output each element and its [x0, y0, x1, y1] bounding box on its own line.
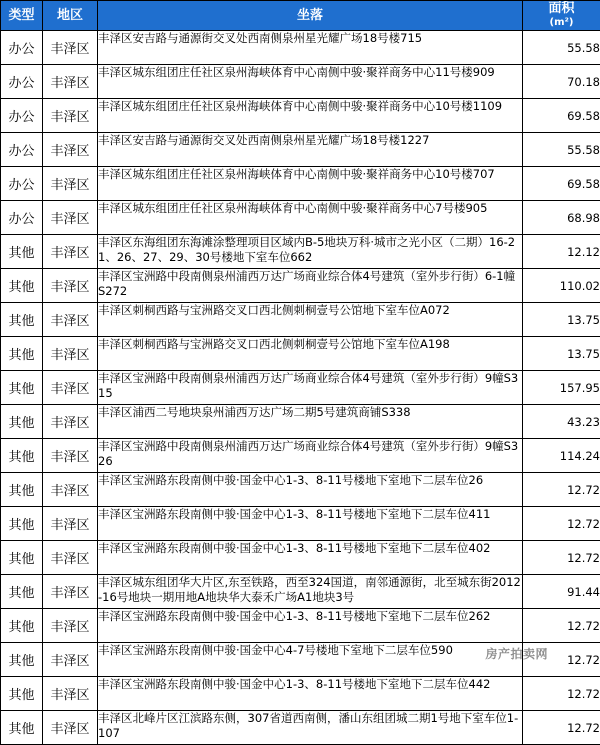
table-row — [1, 99, 600, 133]
region-cell: 丰泽区 — [43, 269, 98, 303]
type-cell: 其他 — [1, 405, 43, 439]
area-cell: 55.58 — [523, 133, 600, 167]
type-cell: 其他 — [1, 473, 43, 507]
location-cell: 丰泽区刺桐西路与宝洲路交叉口西北侧刺桐壹号公馆地下室车位A198 — [98, 337, 523, 371]
area-cell: 12.72 — [523, 643, 600, 677]
table-row — [1, 405, 600, 439]
location-cell: 丰泽区刺桐西路与宝洲路交叉口西北侧刺桐壹号公馆地下室车位A072 — [98, 303, 523, 337]
location-cell: 丰泽区宝洲路东段南侧中骏·国金中心1-3、8-11号楼地下室地下二层车位26 — [98, 473, 523, 507]
header-region: 地区 — [43, 1, 98, 31]
area-cell: 114.24 — [523, 439, 600, 473]
header-location: 坐落 — [98, 1, 523, 31]
type-cell: 其他 — [1, 711, 43, 745]
type-cell: 其他 — [1, 337, 43, 371]
location-cell: 丰泽区城东组团庄任社区泉州海峡体育中心南侧中骏·聚祥商务中心10号楼1109 — [98, 99, 523, 133]
type-cell: 办公 — [1, 99, 43, 133]
location-cell: 丰泽区浦西二号地块泉州浦西万达广场二期5号建筑商铺S338 — [98, 405, 523, 439]
location-cell: 丰泽区宝洲路东段南侧中骏·国金中心4-7号楼地下室地下二层车位590 — [98, 643, 523, 677]
area-cell: 68.98 — [523, 201, 600, 235]
table-row — [1, 575, 600, 609]
location-cell: 丰泽区宝洲路东段南侧中骏·国金中心1-3、8-11号楼地下室地下二层车位411 — [98, 507, 523, 541]
location-cell: 丰泽区宝洲路东段南侧中骏·国金中心1-3、8-11号楼地下室地下二层车位262 — [98, 609, 523, 643]
type-cell: 办公 — [1, 31, 43, 65]
table-body — [1, 31, 600, 745]
table-row — [1, 507, 600, 541]
type-cell: 其他 — [1, 575, 43, 609]
type-cell: 其他 — [1, 371, 43, 405]
type-cell: 办公 — [1, 167, 43, 201]
watermark-text: 房产拍卖网 — [485, 645, 548, 662]
type-cell: 其他 — [1, 269, 43, 303]
location-cell: 丰泽区宝洲路中段南侧泉州浦西万达广场商业综合体4号建筑（室外步行街）9幢S326 — [98, 439, 523, 473]
type-cell: 办公 — [1, 201, 43, 235]
table-row — [1, 371, 600, 405]
type-cell: 其他 — [1, 439, 43, 473]
table-row — [1, 31, 600, 65]
table-row — [1, 609, 600, 643]
table-row — [1, 337, 600, 371]
table-row — [1, 439, 600, 473]
type-cell: 其他 — [1, 677, 43, 711]
table-row — [1, 133, 600, 167]
area-cell: 13.75 — [523, 337, 600, 371]
region-cell: 丰泽区 — [43, 643, 98, 677]
header-area-label: 面积 — [548, 1, 574, 16]
region-cell: 丰泽区 — [43, 711, 98, 745]
header-row — [1, 1, 600, 31]
area-cell: 91.44 — [523, 575, 600, 609]
area-cell: 69.58 — [523, 99, 600, 133]
region-cell: 丰泽区 — [43, 235, 98, 269]
location-cell: 丰泽区宝洲路东段南侧中骏·国金中心1-3、8-11号楼地下室地下二层车位402 — [98, 541, 523, 575]
region-cell: 丰泽区 — [43, 99, 98, 133]
area-cell: 13.75 — [523, 303, 600, 337]
type-cell: 其他 — [1, 507, 43, 541]
region-cell: 丰泽区 — [43, 609, 98, 643]
region-cell: 丰泽区 — [43, 65, 98, 99]
area-cell: 55.58 — [523, 31, 600, 65]
table-row — [1, 269, 600, 303]
region-cell: 丰泽区 — [43, 167, 98, 201]
region-cell: 丰泽区 — [43, 575, 98, 609]
table-row — [1, 303, 600, 337]
region-cell: 丰泽区 — [43, 31, 98, 65]
table-row — [1, 541, 600, 575]
region-cell: 丰泽区 — [43, 201, 98, 235]
type-cell: 其他 — [1, 643, 43, 677]
region-cell: 丰泽区 — [43, 405, 98, 439]
table-row — [1, 235, 600, 269]
region-cell: 丰泽区 — [43, 133, 98, 167]
table-row — [1, 201, 600, 235]
region-cell: 丰泽区 — [43, 371, 98, 405]
region-cell: 丰泽区 — [43, 473, 98, 507]
area-cell: 12.72 — [523, 473, 600, 507]
area-cell: 69.58 — [523, 167, 600, 201]
type-cell: 其他 — [1, 541, 43, 575]
area-cell: 12.72 — [523, 507, 600, 541]
region-cell: 丰泽区 — [43, 337, 98, 371]
type-cell: 办公 — [1, 65, 43, 99]
area-cell: 110.02 — [523, 269, 600, 303]
area-cell: 43.23 — [523, 405, 600, 439]
location-cell: 丰泽区安吉路与通源街交叉处西南侧泉州星光耀广场18号楼1227 — [98, 133, 523, 167]
header-area — [523, 1, 600, 31]
location-cell: 丰泽区宝洲路中段南侧泉州浦西万达广场商业综合体4号建筑（室外步行街）9幢S315 — [98, 371, 523, 405]
location-cell: 丰泽区东海组团东海滩涂整理项目区域内B-5地块万科·城市之光小区（二期）16-21、26、27、29、30号楼地下室车位662 — [98, 235, 523, 269]
area-cell: 12.12 — [523, 235, 600, 269]
location-cell: 丰泽区宝洲路东段南侧中骏·国金中心1-3、8-11号楼地下室地下二层车位442 — [98, 677, 523, 711]
table-row — [1, 473, 600, 507]
area-cell: 12.72 — [523, 541, 600, 575]
header-area-unit: (m²) — [550, 17, 574, 28]
region-cell: 丰泽区 — [43, 541, 98, 575]
area-cell: 12.72 — [523, 677, 600, 711]
type-cell: 其他 — [1, 303, 43, 337]
location-cell: 丰泽区北峰片区江滨路东侧，307省道西南侧，潘山东组团城二期1号地下室车位1-107 — [98, 711, 523, 745]
header-type: 类型 — [1, 1, 43, 31]
location-cell: 丰泽区城东组团庄任社区泉州海峡体育中心南侧中骏·聚祥商务中心7号楼905 — [98, 201, 523, 235]
table-row — [1, 711, 600, 745]
location-cell: 丰泽区安吉路与通源街交叉处西南侧泉州星光耀广场18号楼715 — [98, 31, 523, 65]
region-cell: 丰泽区 — [43, 507, 98, 541]
region-cell: 丰泽区 — [43, 303, 98, 337]
area-cell: 157.95 — [523, 371, 600, 405]
region-cell: 丰泽区 — [43, 439, 98, 473]
table-row — [1, 167, 600, 201]
location-cell: 丰泽区城东组团庄任社区泉州海峡体育中心南侧中骏·聚祥商务中心10号楼707 — [98, 167, 523, 201]
location-cell: 丰泽区城东组团庄任社区泉州海峡体育中心南侧中骏·聚祥商务中心11号楼909 — [98, 65, 523, 99]
area-cell: 70.18 — [523, 65, 600, 99]
region-cell: 丰泽区 — [43, 677, 98, 711]
area-cell: 12.72 — [523, 711, 600, 745]
type-cell: 其他 — [1, 609, 43, 643]
location-cell: 丰泽区城东组团华大片区,东至铁路，西至324国道，南邻通源街，北至城东街2012-16号地块一期用地A地块华大泰禾广场A1地块3号 — [98, 575, 523, 609]
type-cell: 其他 — [1, 235, 43, 269]
table-row — [1, 65, 600, 99]
area-cell: 12.72 — [523, 609, 600, 643]
table-row — [1, 677, 600, 711]
type-cell: 办公 — [1, 133, 43, 167]
location-cell: 丰泽区宝洲路中段南侧泉州浦西万达广场商业综合体4号建筑（室外步行街）6-1幢S272 — [98, 269, 523, 303]
